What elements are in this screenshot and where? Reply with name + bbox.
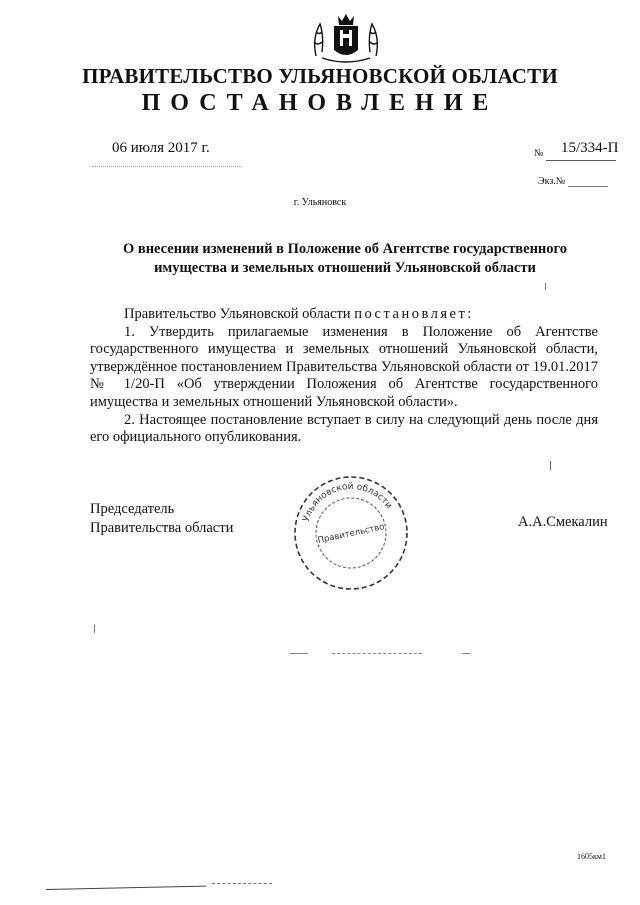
- official-stamp: [290, 472, 412, 594]
- document-body: [90, 306, 598, 447]
- document-number: 15/334-П: [561, 140, 619, 156]
- number-label: №: [534, 148, 544, 159]
- scan-mark: [290, 653, 308, 654]
- item-2: 2. Настоящее постановление вступает в силу на следующий день после дня его официального опубликования.: [90, 411, 598, 446]
- svg-text:Ульяновской области: Ульяновской области: [301, 481, 394, 523]
- intro-verb: постановляет:: [354, 306, 474, 322]
- date-underline: [92, 166, 242, 167]
- scan-mark: [212, 883, 272, 884]
- footer-code: 1605км1: [577, 852, 606, 861]
- title-line-2: имущества и земельных отношений Ульяновской области: [154, 260, 536, 276]
- scan-mark: [332, 653, 422, 654]
- scan-mark: [550, 461, 551, 470]
- copy-label: Экз.№: [538, 176, 566, 187]
- item-1: 1. Утвердить прилагаемые изменения в Положение об Агентстве государственного имущества и земельных отношений Ульяновской области, утверждённое постановлением Правительства Ульяновской области от 19.01.2017 № 1/20-П «Об утверждении Положения об Агентстве государственного имущества и земельных отношений Ульяновской области».: [90, 323, 598, 410]
- position-line-1: Председатель: [90, 501, 175, 517]
- title-line-1: О внесении изменений в Положение об Агентстве государственного: [122, 241, 568, 257]
- document-type: ПОСТАНОВЛЕНИЕ: [141, 90, 499, 116]
- organization-name: ПРАВИТЕЛЬСТВО УЛЬЯНОВСКОЙ ОБЛАСТИ: [82, 64, 558, 88]
- coat-of-arms-icon: [310, 12, 382, 66]
- signatory-name: А.А.Смекалин: [518, 514, 608, 530]
- document-title: [100, 240, 590, 278]
- city: г. Ульяновск: [293, 197, 347, 208]
- scan-mark: [46, 886, 206, 890]
- scan-mark: [545, 283, 546, 290]
- intro-paragraph: [90, 306, 598, 324]
- scan-mark: [462, 653, 470, 654]
- scan-mark: [94, 625, 95, 633]
- signatory-position: [90, 500, 233, 538]
- intro-prefix: Правительство Ульяновской области: [124, 306, 351, 322]
- document-date: 06 июля 2017 г.: [112, 140, 210, 156]
- number-underline: [546, 160, 616, 161]
- svg-text:Правительство: Правительство: [316, 522, 386, 546]
- copy-underline: [568, 186, 608, 187]
- position-line-2: Правительства области: [90, 520, 234, 536]
